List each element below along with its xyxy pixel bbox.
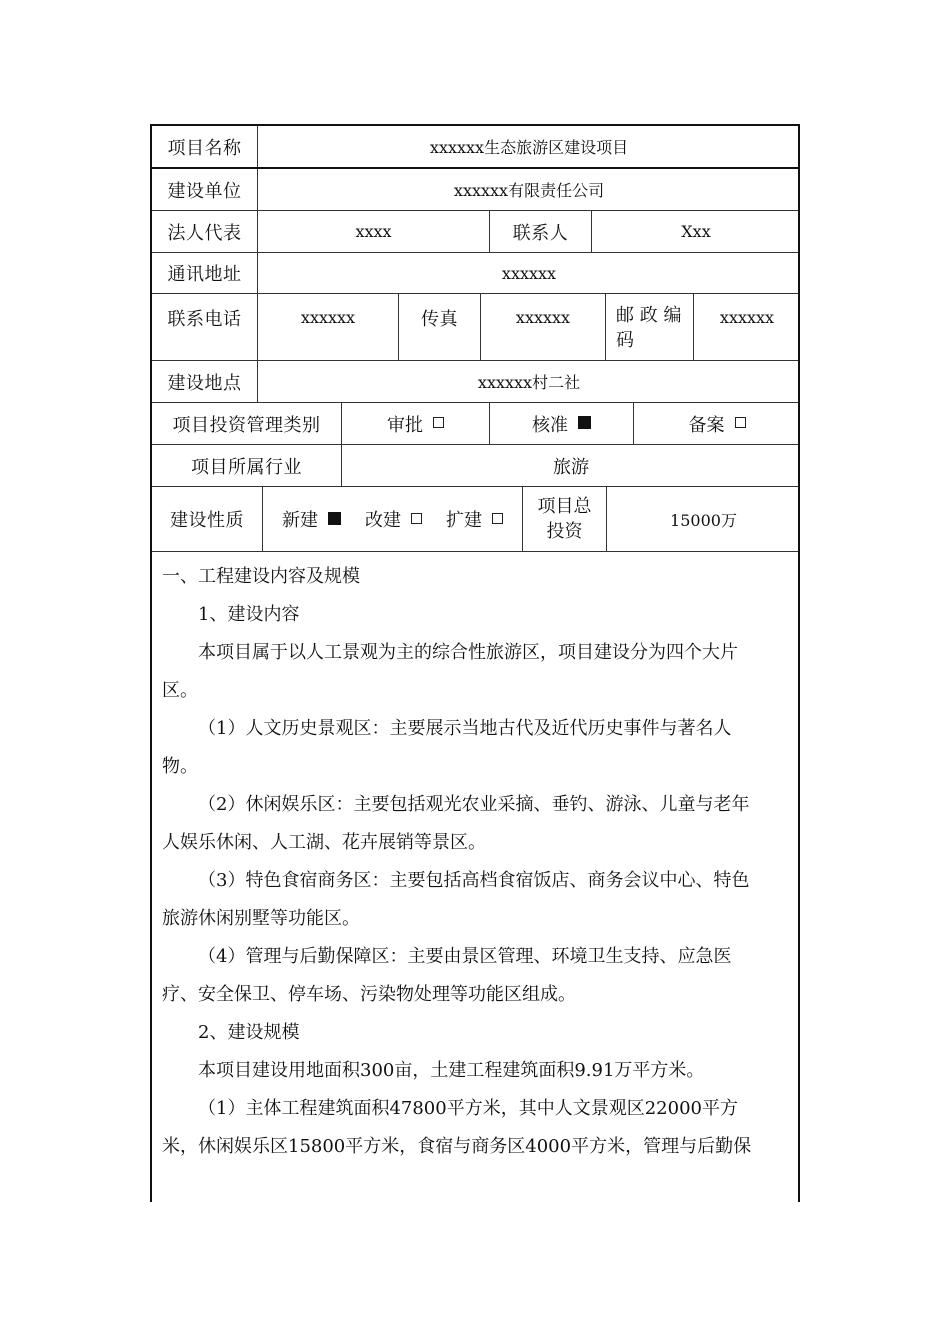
row-invest-mgmt <box>152 403 798 445</box>
phone-label: 联系电话 <box>152 294 258 360</box>
contact-label: 联系人 <box>490 211 592 252</box>
builder-label: 建设单位 <box>152 169 258 210</box>
nature-option-rebuild-checkbox[interactable] <box>411 513 422 524</box>
section-heading: 一、工程建设内容及规模 <box>162 566 360 587</box>
row-nature-investment <box>152 487 798 552</box>
nature-option-rebuild-label: 改建 <box>365 510 401 531</box>
project-info-table <box>150 124 800 1202</box>
address-label: 通讯地址 <box>152 253 258 293</box>
total-invest-label <box>523 487 607 551</box>
project-name-label: 项目名称 <box>152 126 258 167</box>
scale1-line1: （1）主体工程建筑面积47800平方米，其中人文景观区22000平方 <box>198 1098 738 1119</box>
item2-line2: 人娱乐休闲、人工湖、花卉展销等景区。 <box>162 832 486 853</box>
site-value: xxxxxx村二社 <box>477 373 581 392</box>
project-name-value: xxxxxx生态旅游区建设项目 <box>429 138 629 157</box>
nature-option-new-checkbox[interactable] <box>328 512 341 525</box>
invest-option-record-label: 备案 <box>688 414 725 436</box>
total-invest-label-line2: 投资 <box>546 521 583 542</box>
subheading-content: 1、建设内容 <box>198 604 300 625</box>
fax-value: xxxxxx <box>481 294 606 360</box>
scale-intro: 本项目建设用地面积300亩，土建工程建筑面积9.91万平方米。 <box>198 1060 705 1081</box>
item3-line1: （3）特色食宿商务区：主要包括高档食宿饭店、商务会议中心、特色 <box>198 870 750 891</box>
fax-label: 传真 <box>399 294 481 360</box>
legal-rep-value: xxxx <box>258 211 490 252</box>
industry-value: 旅游 <box>553 456 589 478</box>
industry-label: 项目所属行业 <box>152 445 342 486</box>
item4-line1: （4）管理与后勤保障区：主要由景区管理、环境卫生支持、应急医 <box>198 946 732 967</box>
intro-line1: 本项目属于以人工景观为主的综合性旅游区，项目建设分为四个大片 <box>198 642 738 663</box>
item3-line2: 旅游休闲别墅等功能区。 <box>162 908 360 929</box>
scale1-line2: 米，休闲娱乐区15800平方米，食宿与商务区4000平方米，管理与后勤保 <box>162 1136 752 1157</box>
legal-rep-label: 法人代表 <box>152 211 258 252</box>
row-industry <box>152 445 798 487</box>
phone-value: xxxxxx <box>258 294 399 360</box>
item2-line1: （2）休闲娱乐区：主要包括观光农业采摘、垂钓、游泳、儿童与老年 <box>198 794 750 815</box>
nature-option-expand-checkbox[interactable] <box>492 513 503 524</box>
item1-line1: （1）人文历史景观区：主要展示当地古代及近代历史事件与著名人 <box>198 718 732 739</box>
contact-value: Xxx <box>681 222 711 241</box>
invest-option-approval[interactable] <box>342 403 490 444</box>
project-content <box>152 552 798 1166</box>
row-builder <box>152 169 798 211</box>
invest-option-verify-label: 核准 <box>532 414 568 436</box>
row-phone-fax-postcode <box>152 294 798 361</box>
item4-line2: 疗、安全保卫、停车场、污染物处理等功能区组成。 <box>162 984 576 1005</box>
invest-option-record[interactable] <box>634 403 800 444</box>
invest-option-verify[interactable] <box>490 403 634 444</box>
site-label: 建设地点 <box>152 361 258 402</box>
intro-line2: 区。 <box>162 680 198 701</box>
invest-option-approval-checkbox[interactable] <box>433 417 444 428</box>
postcode-label-line2: 码 <box>616 330 634 351</box>
row-site <box>152 361 798 403</box>
postcode-label <box>606 294 694 360</box>
invest-mgmt-label: 项目投资管理类别 <box>152 403 342 444</box>
nature-options <box>263 487 523 551</box>
row-address <box>152 253 798 294</box>
nature-option-expand-label: 扩建 <box>446 510 482 531</box>
invest-option-record-checkbox[interactable] <box>735 417 746 428</box>
row-legal-contact <box>152 211 798 253</box>
nature-option-new-label: 新建 <box>282 510 318 531</box>
total-invest-label-line1: 项目总 <box>537 496 592 517</box>
nature-option-expand[interactable] <box>446 506 503 532</box>
builder-value: xxxxxx有限责任公司 <box>453 181 605 200</box>
invest-option-verify-checkbox[interactable] <box>578 416 591 429</box>
item1-line2: 物。 <box>162 756 198 777</box>
nature-option-new[interactable] <box>282 506 341 532</box>
total-invest-value: 15000万 <box>670 510 737 530</box>
invest-option-approval-label: 审批 <box>387 414 423 436</box>
row-project-name <box>152 126 798 169</box>
nature-label: 建设性质 <box>152 487 263 551</box>
nature-option-rebuild[interactable] <box>365 506 422 532</box>
subheading-scale: 2、建设规模 <box>198 1022 300 1043</box>
postcode-label-line1: 邮 政 编 <box>616 305 682 326</box>
postcode-value: xxxxxx <box>719 308 775 327</box>
address-value: xxxxxx <box>501 263 557 283</box>
